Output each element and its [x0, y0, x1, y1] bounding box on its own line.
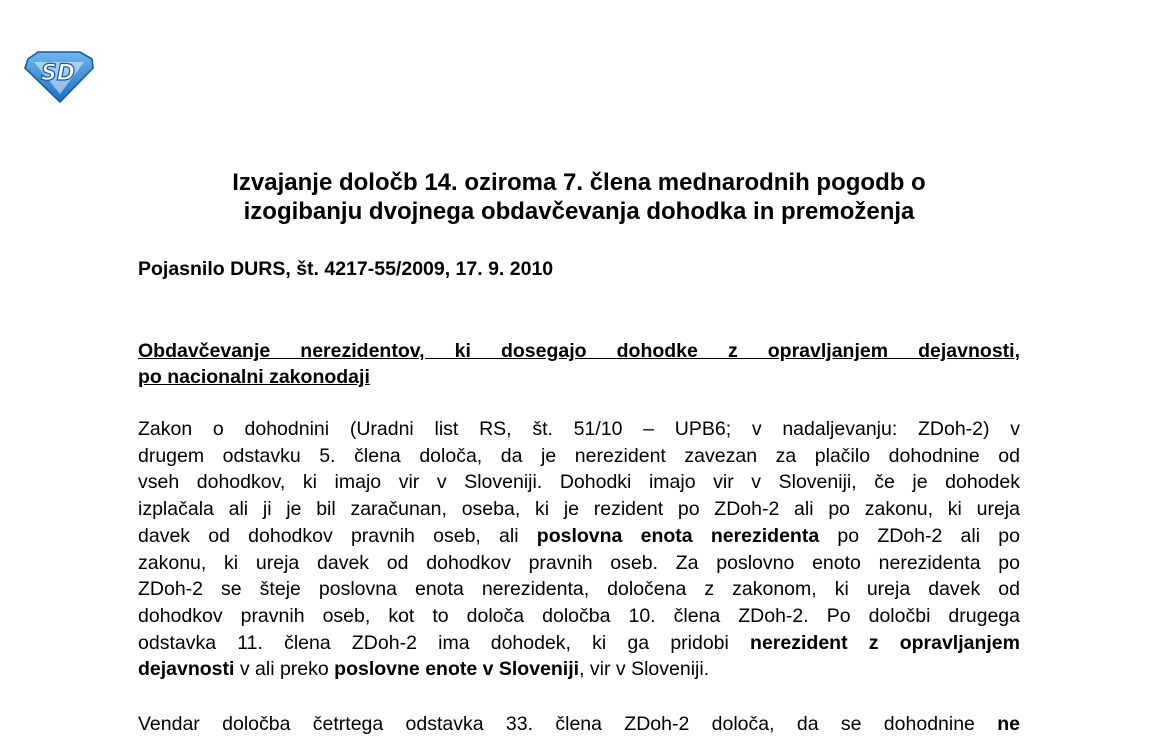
bold-term: dejavnosti [138, 658, 235, 681]
text-run: po ZDoh-2 ali po [819, 524, 1020, 547]
text-run: davek od dohodkov pravnih oseb, ali [138, 524, 537, 547]
paragraph-line [138, 711, 1020, 738]
sd-logo-icon [22, 50, 96, 104]
section-heading [138, 338, 1020, 390]
section-heading-line-1: Obdavčevanje nerezidentov, ki dosegajo dohodke z opravljanjem dejavnosti, [138, 340, 1020, 362]
paragraph-1 [138, 416, 1020, 683]
text-run: v ali preko [234, 658, 335, 681]
bold-term: nerezident z opravljanjem [750, 631, 1020, 654]
paragraph-line: izplačala ali ji je bil zaračunan, oseba, ki je rezident po ZDoh-2 ali po zakonu, ki ureja [138, 498, 1020, 521]
bold-term: poslovna enota nerezidenta [536, 524, 820, 547]
paragraph-line: vseh dohodkov, ki imajo vir v Sloveniji. Dohodki imajo vir v Sloveniji, če je dohodek [138, 471, 1020, 494]
bold-term: ne [997, 713, 1020, 735]
paragraph-line [138, 656, 1020, 683]
paragraph-line: ZDoh-2 se šteje poslovna enota nerezidenta, določena z zakonom, ki ureja davek od [138, 578, 1020, 601]
section-heading-line-2: po nacionalni zakonodaji [138, 366, 370, 388]
document-subtitle: Pojasnilo DURS, št. 4217-55/2009, 17. 9. 2010 [138, 258, 554, 280]
paragraph-line: drugem odstavku 5. člena določa, da je nerezident zavezan za plačilo dohodnine od [138, 444, 1020, 467]
paragraph-line: Zakon o dohodnini (Uradni list RS, št. 51/10 – UPB6; v nadaljevanju: ZDoh-2) v [138, 418, 1020, 440]
svg-text:SD: SD [40, 61, 76, 86]
bold-term: poslovne enote v Sloveniji [334, 658, 580, 681]
text-run: odstavka 11. člena ZDoh-2 ima dohodek, ki ga pridobi [138, 631, 751, 654]
paragraph-line: zakonu, ki ureja davek od dohodkov pravnih oseb. Za poslovno enoto nerezidenta po [138, 551, 1020, 574]
paragraph-line [138, 523, 1020, 550]
title-line-2: izogibanju dvojnega obdavčevanja dohodka in premoženja [243, 198, 915, 225]
paragraph-line [138, 630, 1020, 657]
document-title [100, 168, 1058, 226]
paragraph-line: dohodkov pravnih oseb, kot to določa določba 10. člena ZDoh-2. Po določbi drugega [138, 604, 1020, 627]
paragraph-2 [138, 711, 1020, 738]
text-run: , vir v Sloveniji. [579, 658, 710, 681]
text-run: Vendar določba četrtega odstavka 33. člena ZDoh-2 določa, da se dohodnine [138, 713, 998, 735]
title-line-1: Izvajanje določb 14. oziroma 7. člena mednarodnih pogodb o [232, 169, 926, 196]
